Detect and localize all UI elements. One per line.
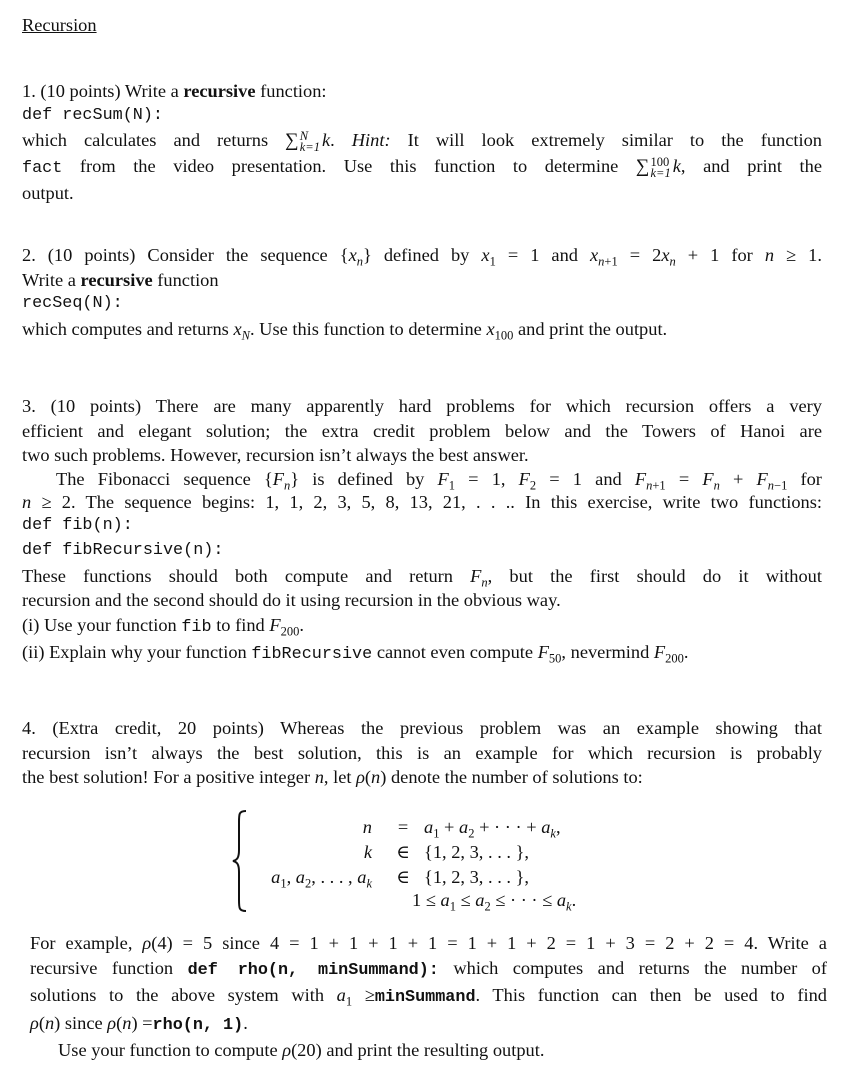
q1-line-4: fact from the video presentation. Use this function to determine ∑100 k=1 k, and print the: [22, 154, 822, 180]
q4-line-3: the best solution! For a positive integer n, let ρ(n) denote the number of solutions to:: [22, 767, 643, 788]
q3-line-4: The Fibonacci sequence $\{F_n\}$ is defined by $F_1 = 1$, $F_2 = 1$ and $F_{n+1} = F_n + F_{n-1}$ for: [56, 468, 822, 493]
q4-line-2: recursion isn’t always the best solution, this is an example for which recursion is probably: [22, 742, 822, 763]
q4-example: [30, 931, 827, 1063]
equation-row-3: $a_1$, $a_2$, . . . , $a_k$ ∈ {1, 2, 3, . . . },: [271, 867, 530, 891]
question-4: [22, 716, 822, 790]
question-2: [22, 243, 822, 341]
equation-row-4: $1 \le a_1 \le a_2$ ≤ · · · ≤ $a_k$.: [412, 890, 577, 914]
q1-line-5: output.: [22, 183, 74, 204]
q3-line-9: recursion and the second should do it using recursion in the obvious way.: [22, 590, 561, 611]
left-brace: [232, 810, 248, 912]
equation-row-2: k ∈ {1, 2, 3, . . . },: [363, 842, 530, 862]
q1-line-3: which calculates and returns ∑N k=1 k. Hint: It will look extremely similar to the function: [22, 128, 822, 154]
q2-line-2: Write a recursive function: [22, 269, 219, 290]
equation-system: [232, 812, 652, 912]
q3-line-5: n ≥ 2. The sequence begins: 1, 1, 2, 3, 5, 8, 13, 21, . . .. In this exercise, write two functions:: [22, 491, 823, 512]
q4-example-line-2: recursive function def rho(n, minSummand): which computes and returns the number of: [30, 957, 827, 980]
q1-code: def recSum(N):: [22, 105, 163, 125]
q3-line-8: These functions should both compute and return $F_n$, but the first should do it without: [22, 565, 822, 590]
question-3: [22, 394, 822, 668]
q2-line-1: 2. (10 points) Consider the sequence $\{x_n\}$ defined by $x_1 = 1$ and $x_{n+1} = 2x_n + 1$ for n ≥ 1.: [22, 245, 822, 269]
q4-example-line-4: ρ(n) since ρ(n) =rho(n, 1).: [30, 1012, 248, 1035]
equation-row-1: n = $a_1 + a_2$ + · · · + $a_k$,: [362, 817, 561, 841]
q4-example-line-1: For example, ρ(4) = 5 since 4 = 1 + 1 + 1 + 1 = 1 + 1 + 2 = 1 + 3 = 2 + 2 = 4. Write a: [30, 933, 827, 953]
question-1: [22, 79, 822, 206]
q4-example-line-3: solutions to the above system with $a_1$ ≥minSummand. This function can then be used to find: [30, 985, 827, 1009]
q3-code-fib: def fib(n):: [22, 516, 133, 536]
q4-line-1: 4. (Extra credit, 20 points) Whereas the previous problem was an example showing that: [22, 718, 822, 738]
q3-line-3: two such problems. However, recursion isn’t always the best answer.: [22, 445, 529, 466]
q3-line-10: (i) Use your function fib to find $F_{200}$.: [22, 614, 304, 639]
q2-code: recSeq(N):: [22, 294, 123, 314]
page-title: Recursion: [22, 15, 97, 35]
q3-line-11: (ii) Explain why your function fibRecursive cannot even compute $F_{50}$, nevermind $F_{200}$.: [22, 642, 689, 667]
q2-line-4: which computes and returns $x_N$. Use this function to determine $x_{100}$ and print the output.: [22, 318, 668, 343]
q4-example-line-5: Use your function to compute ρ(20) and print the resulting output.: [58, 1040, 545, 1061]
q1-line-1: 1. (10 points) Write a recursive function:: [22, 81, 327, 101]
q3-code-fibrecursive: def fibRecursive(n):: [22, 540, 224, 560]
q3-line-1: 3. (10 points) There are many apparently hard problems for which recursion offers a very: [22, 396, 822, 416]
q3-line-2: efficient and elegant solution; the extra credit problem below and the Towers of Hanoi are: [22, 420, 822, 441]
